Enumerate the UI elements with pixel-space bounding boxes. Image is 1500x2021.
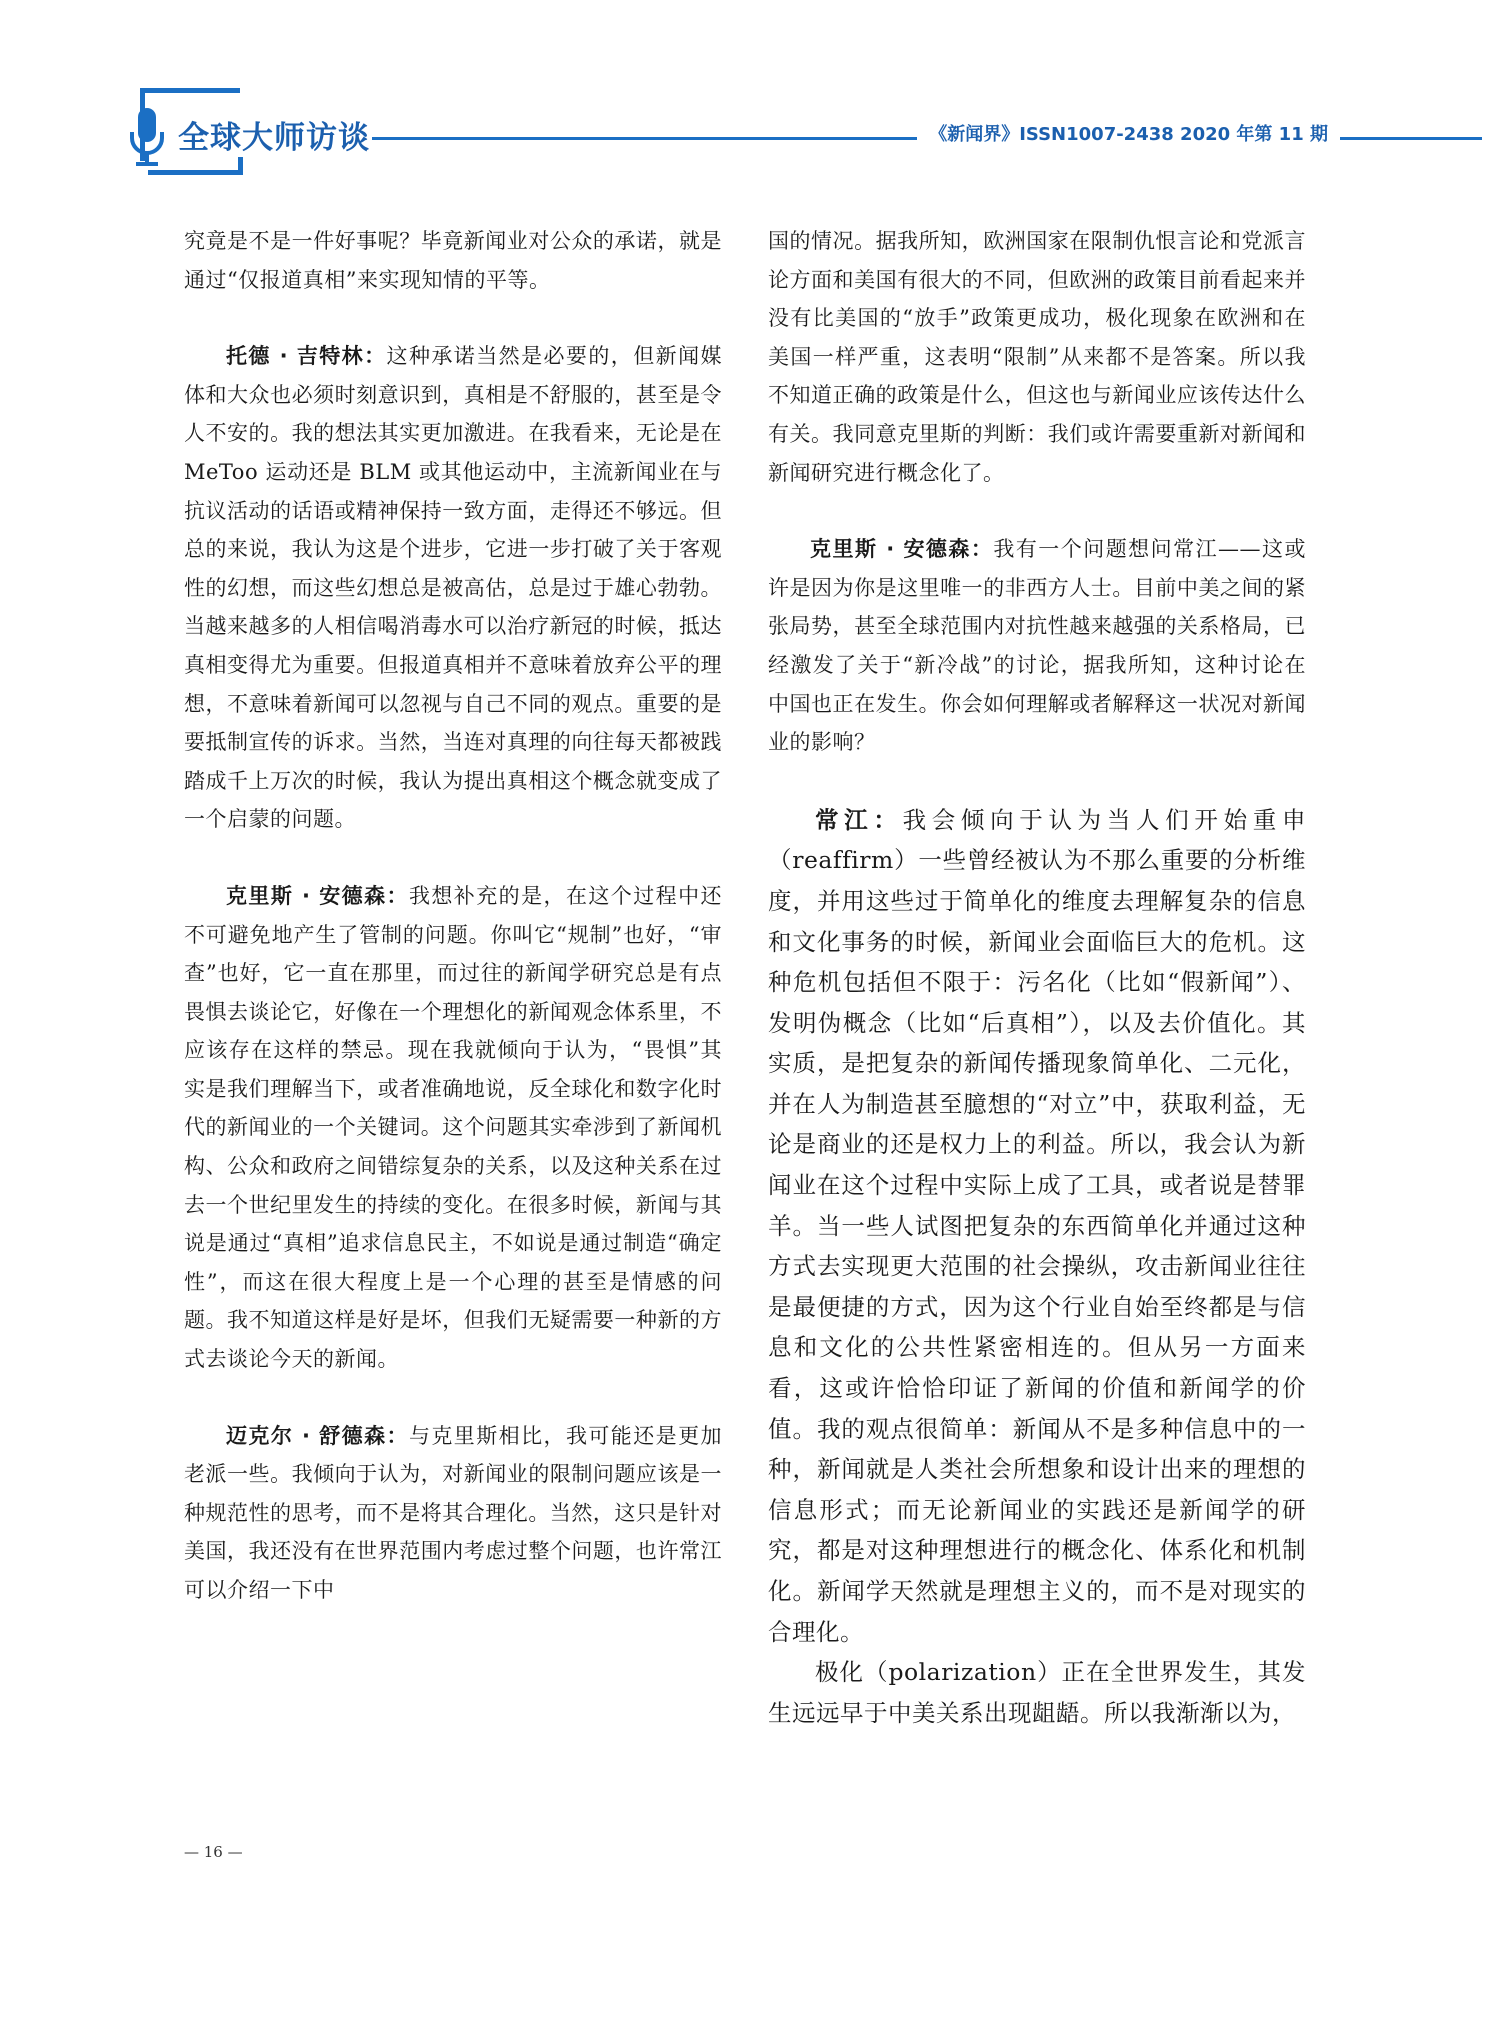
left-column <box>184 222 722 1610</box>
page-header <box>0 0 1500 190</box>
column-title: 全球大师访谈 <box>178 112 378 157</box>
paragraph-text: 我想补充的是，在这个过程中还不可避免地产生了管制的问题。你叫它“规制”也好，“审查”也好，它一直在那里，而过往的新闻学研究总是有点畏惧去谈论它，好像在一个理想化的新闻观念体系里，不应该存在这样的禁忌。现在我就倾向于认为，“畏惧”其实是我们理解当下，或者准确地说，反全球化和数字化时代的新闻业的一个关键词。这个问题其实牵涉到了新闻机构、公众和政府之间错综复杂的关系，以及这种关系在过去一个世纪里发生的持续的变化。在很多时候，新闻与其说是通过“真相”追求信息民主，不如说是通过制造“确定性”，而这在很大程度上是一个心理的甚至是情感的问题。我不知道这样是好是坏，但我们无疑需要一种新的方式去谈论今天的新闻。 <box>184 883 723 1372</box>
paragraph: 极化（polarization）正在全世界发生，其发生远远早于中美关系出现龃龉。所以我渐渐以为， <box>768 1658 1306 1727</box>
paragraph-text: 与克里斯相比，我可能还是更加老派一些。我倾向于认为，对新闻业的限制问题应该是一种规范性的思考，而不是将其合理化。当然，这只是针对美国，我还没有在世界范围内考虑过整个问题，也许常江可以介绍一下中 <box>184 1423 723 1602</box>
paragraph <box>184 1417 722 1610</box>
paragraph <box>768 530 1306 762</box>
paragraph-text: 我有一个问题想问常江——这或许是因为你是这里唯一的非西方人士。目前中美之间的紧张局势，甚至全球范围内对抗性越来越强的关系格局，已经激发了关于“新冷战”的讨论，据我所知，这种讨论在中国也正在发生。你会如何理解或者解释这一状况对新闻业的影响？ <box>768 537 1306 755</box>
speaker-name: 克里斯 · 安德森： <box>226 883 409 908</box>
speaker-name: 迈克尔 · 舒德森： <box>226 1423 409 1448</box>
microphone-icon <box>130 108 170 168</box>
paragraph <box>184 877 722 1379</box>
paragraph <box>184 337 722 839</box>
page-number: — 16 — <box>184 1843 243 1861</box>
paragraph-text: 这种承诺当然是必要的，但新闻媒体和大众也必须时刻意识到，真相是不舒服的，甚至是令人不安的。我的想法其实更加激进。在我看来，无论是在 MeToo 运动还是 BLM 或其他运动中，主流新闻业在与抗议活动的话语或精神保持一致方面，走得还不够远。但总的来说，我认为这是个进步，它进一步打破了关于客观性的幻想，而这些幻想总是被高估，总是过于雄心勃勃。当越来越多的人相信喝消毒水可以治疗新冠的时候，抵达真相变得尤为重要。但报道真相并不意味着放弃公平的理想，不意味着新闻可以忽视与自己不同的观点。重要的是要抵制宣传的诉求。当然，当连对真理的向往每天都被践踏成千上万次的时候，我认为提出真相这个概念就变成了一个启蒙的问题。 <box>184 344 722 832</box>
speaker-name: 常江： <box>815 805 903 834</box>
paragraph: 国的情况。据我所知，欧洲国家在限制仇恨言论和党派言论方面和美国有很大的不同，但欧洲的政策目前看起来并没有比美国的“放手”政策更成功，极化现象在欧洲和在美国一样严重，这表明“限制”从来都不是答案。所以我不知道正确的政策是什么，但这也与新闻业应该传达什么有关。我同意克里斯的判断：我们或许需要重新对新闻和新闻研究进行概念化了。 <box>768 229 1306 485</box>
journal-info: 《新闻界》ISSN1007-2438 2020 年第 11 期 <box>917 120 1340 146</box>
speaker-name: 托德 · 吉特林： <box>226 344 387 369</box>
paragraph-text: 我会倾向于认为当人们开始重申（reaffirm）一些曾经被认为不那么重要的分析维度，并用这些过于简单化的维度去理解复杂的信息和文化事务的时候，新闻业会面临巨大的危机。这种危机包括但不限于：污名化（比如“假新闻”）、发明伪概念（比如“后真相”），以及去价值化。其实质，是把复杂的新闻传播现象简单化、二元化，并在人为制造甚至臆想的“对立”中，获取利益，无论是商业的还是权力上的利益。所以，我会认为新闻业在这个过程中实际上成了工具，或者说是替罪羊。当一些人试图把复杂的东西简单化并通过这种方式去实现更大范围的社会操纵，攻击新闻业往往是最便捷的方式，因为这个行业自始至终都是与信息和文化的公共性紧密相连的。但从另一方面来看，这或许恰恰印证了新闻的价值和新闻学的价值。我的观点很简单：新闻从不是多种信息中的一种，新闻就是人类社会所想象和设计出来的理想的信息形式；而无论新闻业的实践还是新闻学的研究，都是对这种理想进行的概念化、体系化和机制化。新闻学天然就是理想主义的，而不是对现实的合理化。 <box>768 805 1306 1646</box>
speaker-name: 克里斯 · 安德森： <box>810 537 994 562</box>
right-column <box>768 222 1306 1733</box>
paragraph: 究竟是不是一件好事呢？毕竟新闻业对公众的承诺，就是通过“仅报道真相”来实现知情的平等。 <box>184 229 722 292</box>
paragraph <box>768 800 1306 1652</box>
